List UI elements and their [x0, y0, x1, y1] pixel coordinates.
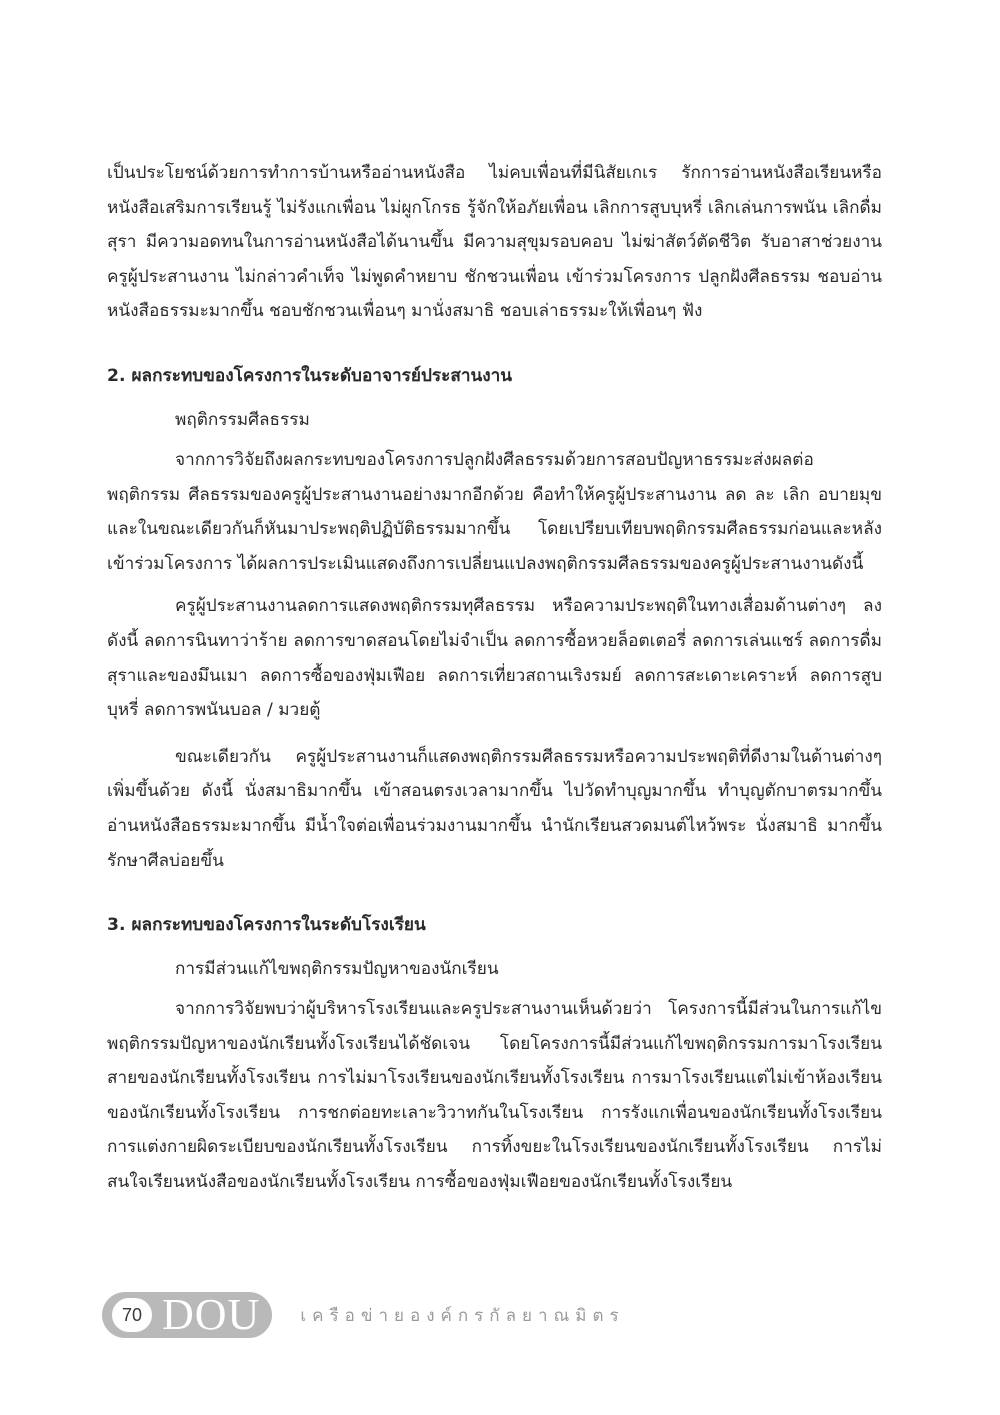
section-3-subheading: การมีส่วนแก้ไขพฤติกรรมปัญหาของนักเรียน — [175, 959, 499, 980]
page-footer — [102, 1292, 625, 1338]
section-2-paragraph-1: จากการวิจัยถึงผลกระทบของโครงการปลูกฝังศีลธรรมด้วยการสอบปัญหาธรรมะส่งผลต่อพฤติกรรม ศีลธรรมของครูผู้ประสานงานอย่างมากอีกด้วย คือทำให้ครูผู้ประสานงาน ลด ละ เลิก อบายมุข และในขณะเดียวกันก็หันมาประพฤติปฏิบัติธรรมมากขึ้น โดยเปรียบเทียบพฤติกรรมศีลธรรมก่อนและหลังเข้าร่วมโครงการ ได้ผลการประเมินแสดงถึงการเปลี่ยนแปลงพฤติกรรมศีลธรรมของครูผู้ประสานงานดังนี้ — [107, 449, 882, 574]
section-3-heading: 3. ผลกระทบของโครงการในระดับโรงเรียน — [107, 915, 426, 936]
intro-paragraph: เป็นประโยชน์ด้วยการทำการบ้านหรืออ่านหนังสือ ไม่คบเพื่อนที่มีนิสัยเกเร รักการอ่านหนังสือเรียนหรือหนังสือเสริมการเรียนรู้ ไม่รังแกเพื่อน ไม่ผูกโกรธ รู้จักให้อภัยเพื่อน เลิกการสูบบุหรี่ เลิกเล่นการพนัน เลิกดื่มสุรา มีความอดทนในการอ่านหนังสือได้นานขึ้น มีความสุขุมรอบคอบ ไม่ฆ่าสัตว์ตัดชีวิต รับอาสาช่วยงานครูผู้ประสานงาน ไม่กล่าวคำเท็จ ไม่พูดคำหยาบ ชักชวนเพื่อน เข้าร่วมโครงการ ปลูกฝังศีลธรรม ชอบอ่านหนังสือธรรมะมากขึ้น ชอบชักชวนเพื่อนๆ มานั่งสมาธิ ชอบเล่าธรรมะให้เพื่อนๆ ฟัง — [107, 163, 882, 322]
document-body — [107, 156, 882, 1200]
section-2-heading: 2. ผลกระทบของโครงการในระดับอาจารย์ประสานงาน — [107, 365, 513, 386]
section-2-paragraph-3: ขณะเดียวกัน ครูผู้ประสานงานก็แสดงพฤติกรรมศีลธรรมหรือความประพฤติที่ดีงามในด้านต่างๆ เพิ่มขึ้นด้วย ดังนี้ นั่งสมาธิมากขึ้น เข้าสอนตรงเวลามากขึ้น ไปวัดทำบุญมากขึ้น ทำบุญตักบาตรมากขึ้น อ่านหนังสือธรรมะมากขึ้น มีน้ำใจต่อเพื่อนร่วมงานมากขึ้น นำนักเรียนสวดมนต์ไหว้พระ นั่งสมาธิ มากขึ้น รักษาศีลบ่อยขึ้น — [107, 746, 882, 871]
section-2-paragraph-2: ครูผู้ประสานงานลดการแสดงพฤติกรรมทุศีลธรรม หรือความประพฤติในทางเสื่อมด้านต่างๆ ลง ดังนี้ ลดการนินทาว่าร้าย ลดการขาดสอนโดยไม่จำเป็น ลดการซื้อหวยล็อตเตอรี่ ลดการเล่นแชร์ ลดการดื่มสุราและของมึนเมา ลดการซื้อของฟุ่มเฟือย ลดการเที่ยวสถานเริงรมย์ ลดการสะเดาะเคราะห์ ลดการสูบบุหรี่ ลดการพนันบอล / มวยตู้ — [107, 596, 882, 721]
footer-tagline: เครือข่ายองค์กรกัลยาณมิตร — [300, 1305, 625, 1326]
dou-logo — [102, 1292, 272, 1338]
logo-text: DOU — [162, 1290, 261, 1339]
section-2-subheading: พฤติกรรมศีลธรรม — [175, 409, 310, 430]
page-number: 70 — [112, 1298, 152, 1332]
section-3-paragraph-1: จากการวิจัยพบว่าผู้บริหารโรงเรียนและครูประสานงานเห็นด้วยว่า โครงการนี้มีส่วนในการแก้ไขพฤติกรรมปัญหาของนักเรียนทั้งโรงเรียนได้ชัดเจน โดยโครงการนี้มีส่วนแก้ไขพฤติกรรมการมาโรงเรียนสายของนักเรียนทั้งโรงเรียน การไม่มาโรงเรียนของนักเรียนทั้งโรงเรียน การมาโรงเรียนแต่ไม่เข้าห้องเรียนของนักเรียนทั้งโรงเรียน การชกต่อยทะเลาะวิวาทกันในโรงเรียน การรังแกเพื่อนของนักเรียนทั้งโรงเรียน การแต่งกายผิดระเบียบของนักเรียนทั้งโรงเรียน การทิ้งขยะในโรงเรียนของนักเรียนทั้งโรงเรียน การไม่สนใจเรียนหนังสือของนักเรียนทั้งโรงเรียน การซื้อของฟุ่มเฟือยของนักเรียนทั้งโรงเรียน — [107, 999, 882, 1193]
